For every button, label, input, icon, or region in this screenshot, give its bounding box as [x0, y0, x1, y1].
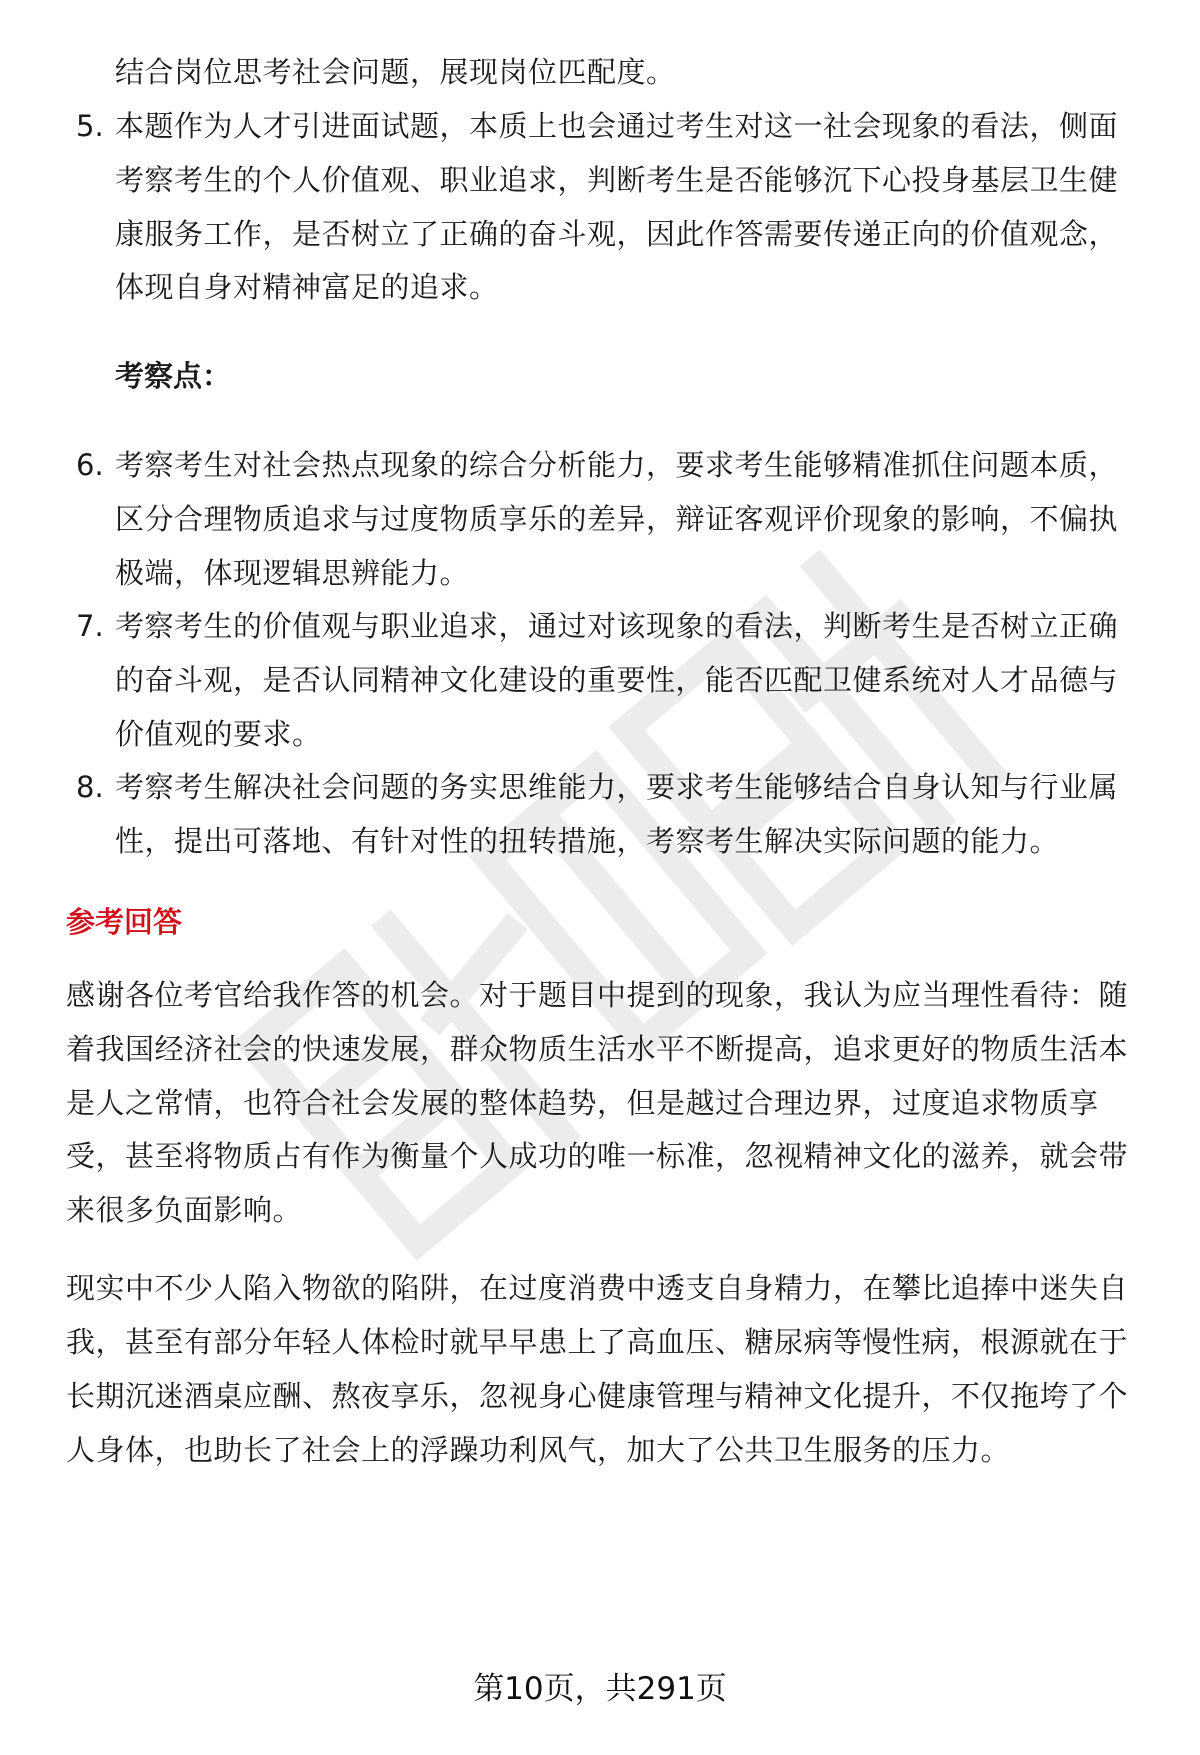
list-item-line: 性，提出可落地、有针对性的扭转措施，考察考生解决实际问题的能力。: [115, 824, 1060, 858]
paragraph-line: 长期沉迷酒桌应酬、熬夜享乐，忽视身心健康管理与精神文化提升，不仅拖垮了个: [66, 1379, 1129, 1413]
paragraph-line: 现实中不少人陷入物欲的陷阱，在过度消费中透支自身精力，在攀比追捧中迷失自: [66, 1271, 1129, 1305]
list-number: 8.: [76, 770, 104, 804]
list-number: 5.: [76, 109, 104, 143]
list-item-line: 本题作为人才引进面试题，本质上也会通过考生对这一社会现象的看法，侧面: [115, 109, 1119, 143]
list-item-line: 的奋斗观，是否认同精神文化建设的重要性，能否匹配卫健系统对人才品德与: [115, 663, 1119, 697]
list-item-line: 考察考生的个人价值观、职业追求，判断考生是否能够沉下心投身基层卫生健: [115, 163, 1119, 197]
list-item-line: 康服务工作，是否树立了正确的奋斗观，因此作答需要传递正向的价值观念，: [115, 217, 1119, 251]
paragraph-line: 来很多负面影响。: [66, 1193, 303, 1227]
list-item-line: 区分合理物质追求与过度物质享乐的差异，辩证客观评价现象的影响，不偏执: [115, 502, 1119, 536]
list-item-line: 价值观的要求。: [115, 717, 322, 751]
list-item-line: 考察考生解决社会问题的务实思维能力，要求考生能够结合自身认知与行业属: [115, 770, 1119, 804]
paragraph-line: 是人之常情，也符合社会发展的整体趋势，但是越过合理边界，过度追求物质享: [66, 1086, 1099, 1120]
continuation-line: 结合岗位思考社会问题，展现岗位匹配度。: [115, 55, 676, 89]
list-item-line: 考察考生对社会热点现象的综合分析能力，要求考生能够精准抓住问题本质，: [115, 448, 1119, 482]
list-number: 6.: [76, 448, 104, 482]
list-item-line: 考察考生的价值观与职业追求，通过对该现象的看法，判断考生是否树立正确: [115, 609, 1119, 643]
list-item-line: 极端，体现逻辑思辨能力。: [115, 556, 470, 590]
list-number: 7.: [76, 609, 104, 643]
page-number-footer: 第10页，共291页: [473, 1671, 727, 1707]
paragraph-line: 着我国经济社会的快速发展，群众物质生活水平不断提高，追求更好的物质生活本: [66, 1032, 1129, 1066]
paragraph-line: 我，甚至有部分年轻人体检时就早早患上了高血压、糖尿病等慢性病，根源就在于: [66, 1325, 1129, 1359]
paragraph-line: 感谢各位考官给我作答的机会。对于题目中提到的现象，我认为应当理性看待：随: [66, 978, 1129, 1012]
paragraph-line: 人身体，也助长了社会上的浮躁功利风气，加大了公共卫生服务的压力。: [66, 1433, 1011, 1467]
paragraph-line: 受，甚至将物质占有作为衡量个人成功的唯一标准，忽视精神文化的滋养，就会带: [66, 1139, 1129, 1173]
reference-answer-heading: 参考回答: [66, 905, 183, 939]
list-item-line: 体现自身对精神富足的追求。: [115, 270, 499, 304]
assessment-heading: 考察点：: [115, 359, 232, 393]
